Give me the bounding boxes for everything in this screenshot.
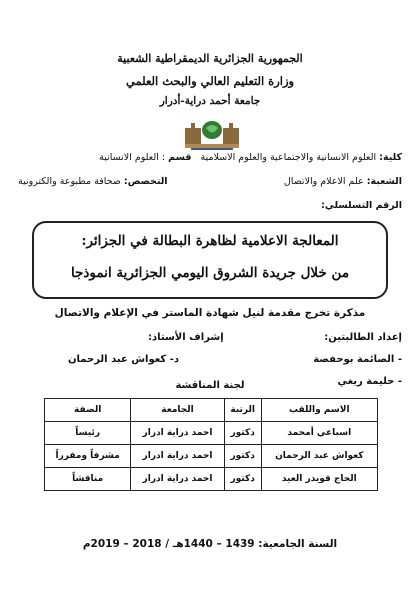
jury-table: [44, 398, 378, 491]
jury-cell: الحاج قويدر العيد: [261, 468, 377, 491]
jury-header-row: [45, 399, 378, 422]
jury-cell: اسباعي أمحمد: [261, 422, 377, 445]
jury-title: لجنة المناقشة: [175, 380, 245, 391]
table-row: [45, 422, 378, 445]
supervisor-label: إشراف الأستاذ:: [148, 332, 224, 343]
jury-cell: احمد دراية ادرار: [131, 445, 224, 468]
specialty-group: [18, 176, 168, 187]
jury-header-name: الاسم واللقب: [261, 399, 377, 422]
department-value: : العلوم الانسانية: [99, 152, 166, 163]
branch-value: علم الاعلام والاتصال: [283, 176, 364, 187]
department-label: قسم: [168, 152, 192, 163]
jury-cell: احمد دراية ادرار: [131, 422, 224, 445]
branch-group: [284, 176, 402, 187]
student-name-1: - الصائمة بوحفصة: [313, 354, 402, 365]
specialty-label: التخصص:: [123, 176, 168, 187]
faculty-label: كلية:: [379, 152, 402, 163]
students-label: إعداد الطالبتين:: [324, 332, 402, 343]
jury-header-university: الجامعة: [131, 399, 224, 422]
serial-number-label: الرقم التسلسلي:: [321, 200, 402, 211]
ministry-heading: وزارة التعليم العالي والبحث العلمي: [125, 74, 295, 88]
jury-cell: رئيساً: [45, 422, 131, 445]
jury-header-rank: الرتبة: [224, 399, 261, 422]
jury-header-role: الصفة: [45, 399, 131, 422]
thesis-title-line1: المعالجة الاعلامية لظاهرة البطالة في الجزائر:: [81, 233, 339, 249]
jury-cell: دكتور: [224, 468, 261, 491]
academic-year: السنة الجامعية: 1439 – 1440هـ / 2018 – 2019م: [82, 538, 338, 550]
thesis-title-line2: من خلال جريدة الشروق اليومي الجزائرية انموذجا: [70, 265, 350, 281]
memo-statement: مذكرة تخرج مقدمة لنيل شهادة الماستر في الإعلام والاتصال: [54, 307, 366, 319]
jury-cell: احمد دراية ادرار: [131, 468, 224, 491]
thesis-title-box: [32, 221, 388, 299]
faculty-value: العلوم الانسانية والاجتماعية والعلوم الاسلامية: [200, 152, 377, 163]
table-row: [45, 445, 378, 468]
supervisor-name: د- كعواش عبد الرحمان: [68, 354, 179, 365]
specialty-value: صحافة مطبوعة والكترونية: [18, 176, 121, 187]
jury-cell: مشرفاً ومقرراً: [45, 445, 131, 468]
university-heading: جامعة أحمد دراية-أدرار: [159, 95, 261, 107]
jury-cell: كعواش عبد الرحمان: [261, 445, 377, 468]
jury-cell: دكتور: [224, 422, 261, 445]
university-logo: [181, 114, 243, 152]
faculty-row: [18, 152, 402, 163]
jury-cell: مناقشاً: [45, 468, 131, 491]
table-row: [45, 468, 378, 491]
branch-label: الشعبة:: [366, 176, 402, 187]
jury-cell: دكتور: [224, 445, 261, 468]
student-name-2: - حليمة ريغي: [337, 376, 402, 387]
republic-heading: الجمهورية الجزائرية الديمقراطية الشعبية: [117, 52, 303, 65]
